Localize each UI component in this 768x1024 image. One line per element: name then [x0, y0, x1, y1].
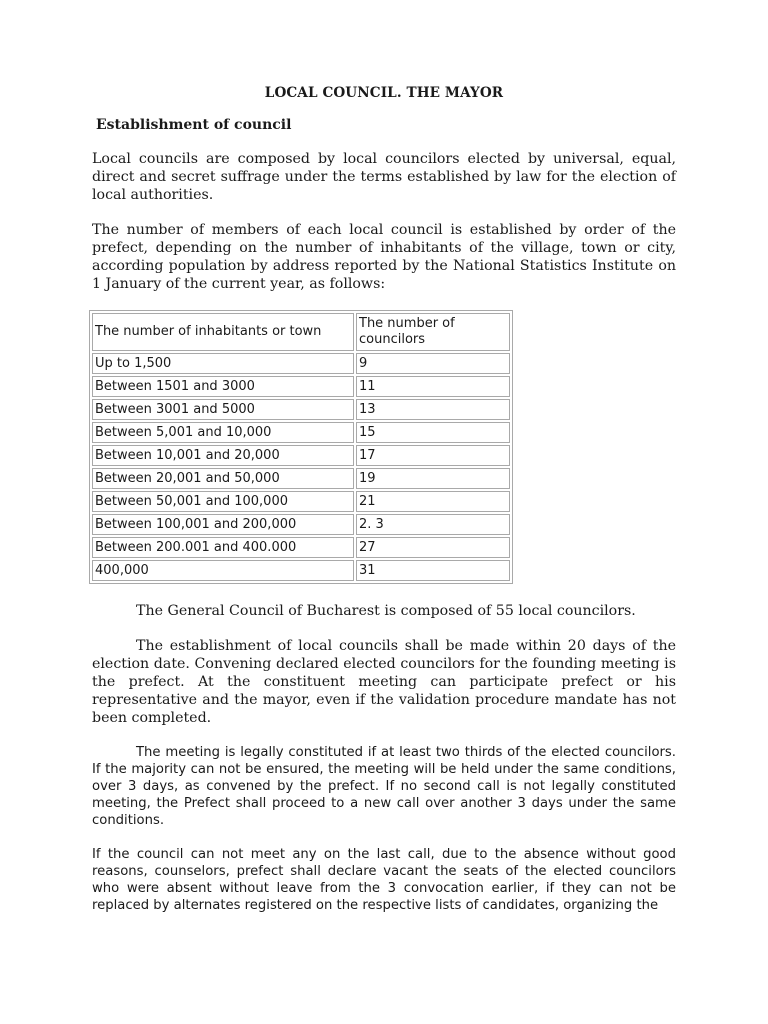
table-cell-inhabitants: Between 5,001 and 10,000	[92, 422, 354, 443]
table-cell-councilors: 11	[356, 376, 510, 397]
table-row	[92, 445, 510, 466]
table-cell-inhabitants: Up to 1,500	[92, 353, 354, 374]
table-row	[92, 399, 510, 420]
table-row	[92, 468, 510, 489]
table-header-councilors: The number of councilors	[356, 313, 510, 351]
table-cell-inhabitants: Between 10,001 and 20,000	[92, 445, 354, 466]
table-cell-councilors: 9	[356, 353, 510, 374]
table-cell-councilors: 2. 3	[356, 514, 510, 535]
councilors-table	[89, 310, 513, 584]
paragraph-composition: Local councils are composed by local councilors elected by universal, equal, direct and secret suffrage under the terms established by law for the election of local authorities.	[92, 151, 676, 203]
table-cell-councilors: 17	[356, 445, 510, 466]
document-title: LOCAL COUNCIL. THE MAYOR	[264, 85, 504, 101]
table-cell-councilors: 15	[356, 422, 510, 443]
paragraph-meeting: The meeting is legally constituted if at least two thirds of the elected councilors. If the majority can not be ensured, the meeting will be held under the same conditions, over 3 days, as convened by the prefect. If no second call is not legally constituted meeting, the Prefect shall proceed to a new call over another 3 days under the same conditions.	[92, 745, 676, 828]
table-cell-inhabitants: Between 1501 and 3000	[92, 376, 354, 397]
document-page	[92, 84, 676, 914]
table-cell-inhabitants: Between 3001 and 5000	[92, 399, 354, 420]
table-row	[92, 560, 510, 581]
table-row	[92, 537, 510, 558]
table-cell-councilors: 21	[356, 491, 510, 512]
table-cell-inhabitants: Between 20,001 and 50,000	[92, 468, 354, 489]
paragraph-members: The number of members of each local council is established by order of the prefect, depending on the number of inhabitants of the village, town or city, according population by address reported by the National Statistics Institute on 1 January of the current year, as follows:	[92, 222, 676, 292]
table-cell-inhabitants: Between 50,001 and 100,000	[92, 491, 354, 512]
table-cell-councilors: 27	[356, 537, 510, 558]
table-row	[92, 353, 510, 374]
table-cell-inhabitants: 400,000	[92, 560, 354, 581]
section-heading: Establishment of council	[96, 117, 292, 133]
table-row	[92, 491, 510, 512]
paragraph-establishment: The establishment of local councils shall be made within 20 days of the election date. Convening declared elected councilors for the founding meeting is the prefect. At the constituent meeting can participate prefect or his representative and the mayor, even if the validation procedure mandate has not been completed.	[92, 638, 676, 726]
table-cell-councilors: 13	[356, 399, 510, 420]
table-header-inhabitants: The number of inhabitants or town	[92, 313, 354, 351]
table-cell-councilors: 31	[356, 560, 510, 581]
table-cell-councilors: 19	[356, 468, 510, 489]
table-row	[92, 514, 510, 535]
table-cell-inhabitants: Between 200.001 and 400.000	[92, 537, 354, 558]
table-row	[92, 422, 510, 443]
table-row	[92, 376, 510, 397]
paragraph-vacancy: If the council can not meet any on the last call, due to the absence without good reasons, counselors, prefect shall declare vacant the seats of the elected councilors who were absent without leave from the 3 convocation earlier, if they can not be replaced by alternates registered on the respective lists of candidates, organizing the	[92, 847, 676, 913]
paragraph-bucharest: The General Council of Bucharest is composed of 55 local councilors.	[136, 603, 636, 619]
table-cell-inhabitants: Between 100,001 and 200,000	[92, 514, 354, 535]
table-header-row	[92, 313, 510, 351]
